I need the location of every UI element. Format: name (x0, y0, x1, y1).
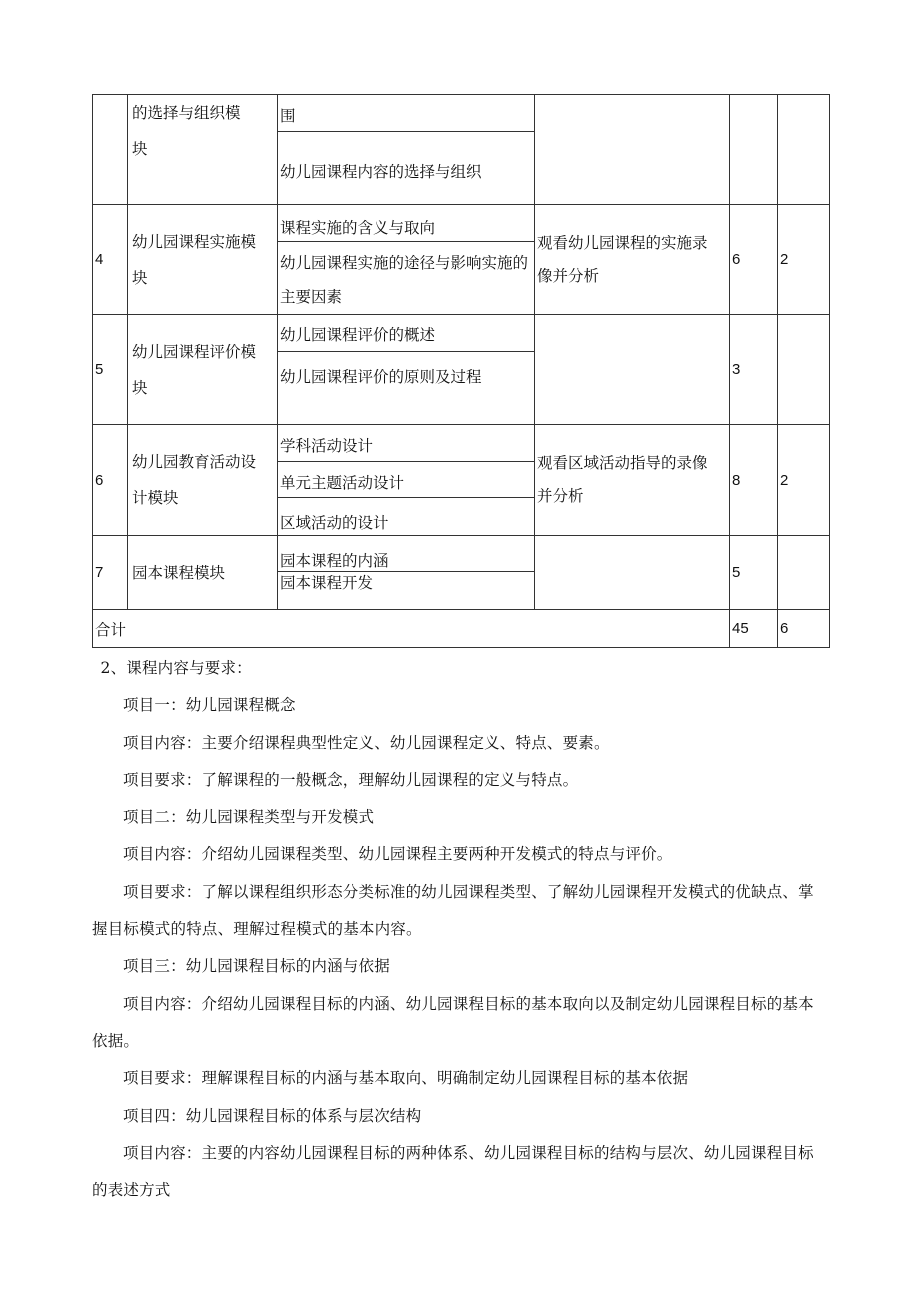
practice-hours: 2 (778, 205, 830, 315)
project-2-content: 项目内容：介绍幼儿园课程类型、幼儿园课程主要两种开发模式的特点与评价。 (123, 845, 673, 864)
topic-list (278, 536, 535, 610)
topic-item: 单元主题活动设计 (278, 462, 534, 498)
topic-item: 围 (278, 95, 534, 132)
topic-list (278, 315, 535, 425)
project-2-title: 项目二：幼儿园课程类型与开发模式 (123, 808, 375, 827)
topic-item: 幼儿园课程实施的途径与影响实施的主要因素 (280, 254, 529, 306)
project-3-title: 项目三：幼儿园课程目标的内涵与依据 (123, 957, 390, 976)
table-row (93, 95, 830, 205)
project-3-content: 项目内容：介绍幼儿园课程目标的内涵、幼儿园课程目标的基本取向以及制定幼儿园课程目标的基本依据。 (92, 994, 814, 1050)
topic-item: 幼儿园课程评价的概述 (278, 315, 534, 352)
practice-hours (778, 536, 830, 610)
hours (730, 95, 778, 205)
module-name: 幼儿园教育活动设 计模块 (128, 425, 278, 536)
module-name: 幼儿园课程评价模 块 (128, 315, 278, 425)
topic-item: 课程实施的含义与取向 (278, 205, 534, 242)
row-number: 6 (93, 425, 128, 536)
practice-hours (778, 315, 830, 425)
hours: 3 (730, 315, 778, 425)
module-name: 幼儿园课程实施模 块 (128, 205, 278, 315)
module-name: 的选择与组织模 块 (128, 95, 278, 205)
table-row (93, 205, 830, 315)
project-1-requirement: 项目要求：了解课程的一般概念，理解幼儿园课程的定义与特点。 (123, 770, 579, 789)
row-number: 7 (93, 536, 128, 610)
course-module-table (92, 94, 830, 648)
topic-item: 园本课程的内涵 (278, 546, 534, 572)
topic-item: 区域活动的设计 (280, 514, 389, 532)
practice-activity (535, 315, 730, 425)
topic-item: 学科活动设计 (278, 425, 534, 462)
table-row (93, 536, 830, 610)
total-row (93, 610, 830, 648)
topic-item: 幼儿园课程内容的选择与组织 (280, 163, 482, 181)
project-1-content: 项目内容：主要介绍课程典型性定义、幼儿园课程定义、特点、要素。 (123, 733, 610, 752)
table-row (93, 315, 830, 425)
practice-hours: 2 (778, 425, 830, 536)
row-number (93, 95, 128, 205)
project-4-content: 项目内容：主要的内容幼儿园课程目标的两种体系、幼儿园课程目标的结构与层次、幼儿园课程目标的表述方式 (92, 1143, 814, 1200)
project-4-title: 项目四：幼儿园课程目标的体系与层次结构 (123, 1106, 422, 1125)
row-number: 4 (93, 205, 128, 315)
hours: 6 (730, 205, 778, 315)
module-name: 园本课程模块 (128, 536, 278, 610)
topic-item: 幼儿园课程评价的原则及过程 (280, 368, 482, 386)
topic-list (278, 425, 535, 536)
section-heading: 2、课程内容与要求： (100, 659, 252, 677)
practice-activity: 观看区域活动指导的录像 并分析 (535, 425, 730, 536)
topic-item: 园本课程开发 (280, 574, 374, 592)
table-row (93, 425, 830, 536)
total-practice-hours: 6 (778, 610, 830, 648)
project-2-requirement: 项目要求：了解以课程组织形态分类标准的幼儿园课程类型、了解幼儿园课程开发模式的优缺点、掌握目标模式的特点、理解过程模式的基本内容。 (92, 882, 814, 939)
practice-activity: 观看幼儿园课程的实施录 像并分析 (535, 205, 730, 315)
project-1-title: 项目一：幼儿园课程概念 (123, 696, 296, 715)
project-3-requirement: 项目要求：理解课程目标的内涵与基本取向、明确制定幼儿园课程目标的基本依据 (123, 1069, 689, 1088)
practice-activity (535, 536, 730, 610)
hours: 5 (730, 536, 778, 610)
topic-list (278, 205, 535, 315)
course-content-section (92, 650, 829, 1209)
row-number: 5 (93, 315, 128, 425)
topic-list (278, 95, 535, 205)
total-label: 合计 (93, 610, 730, 648)
practice-hours (778, 95, 830, 205)
total-hours: 45 (730, 610, 778, 648)
practice-activity (535, 95, 730, 205)
hours: 8 (730, 425, 778, 536)
